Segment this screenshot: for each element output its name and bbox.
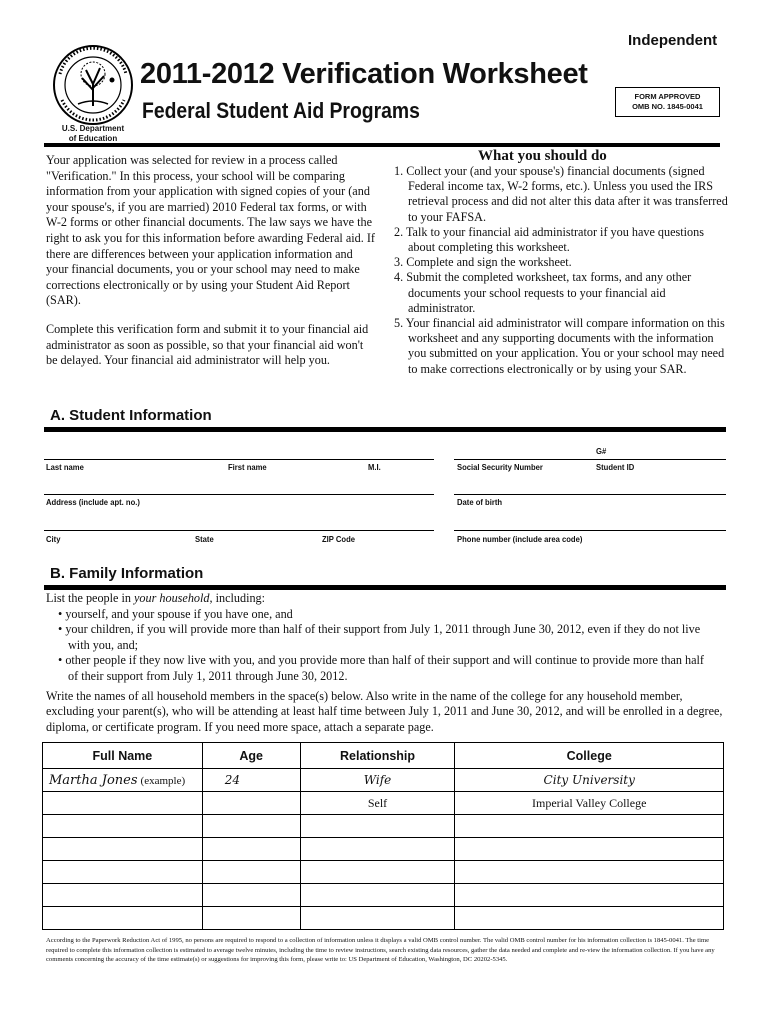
section-b-divider — [44, 585, 726, 590]
column-header-relationship: Relationship — [300, 743, 455, 769]
table-row — [43, 884, 724, 907]
department-caption: U.S. Department of Education — [61, 124, 125, 143]
household-bullet-continued: with you, and; — [68, 637, 139, 652]
name-cell[interactable] — [43, 815, 203, 838]
last-name-label: Last name — [46, 462, 84, 472]
family-instructions — [46, 591, 726, 735]
intro-text — [46, 153, 376, 369]
college-cell[interactable] — [455, 907, 724, 930]
college-cell[interactable] — [455, 861, 724, 884]
relationship-cell[interactable] — [300, 861, 455, 884]
college-cell[interactable] — [455, 838, 724, 861]
table-row — [43, 907, 724, 930]
relationship-cell[interactable] — [300, 815, 455, 838]
page-title: 2011-2012 Verification Worksheet — [140, 58, 588, 90]
age-cell[interactable] — [202, 861, 300, 884]
relationship-cell[interactable] — [300, 907, 455, 930]
step-item: 3. Complete and sign the worksheet. — [394, 255, 572, 270]
student-id-label: Student ID — [596, 462, 635, 472]
state-label: State — [195, 534, 214, 544]
write-names-instructions: Write the names of all household members in the space(s) below. Also write in the name of the college for any household member, excluding your parent(s), who will be attending at least half time between July 1, 2011 and June 30, 2012, and will be enrolled in a degree, diploma, or certificate program. If you need more space, attach a separate page. — [46, 688, 723, 734]
table-row-example — [43, 769, 724, 792]
phone-label: Phone number (include area code) — [457, 534, 583, 544]
college-cell[interactable] — [455, 884, 724, 907]
name-cell[interactable] — [43, 907, 203, 930]
column-header-full-name: Full Name — [43, 743, 203, 769]
example-relationship-cell: Wife — [300, 769, 455, 792]
table-row — [43, 838, 724, 861]
step-item: 5. Your financial aid administrator will compare information on this worksheet and any supporting documents with the information you submitted on your application. You or your school may need to make corrections electronically or by using your SAR. — [394, 316, 725, 376]
age-cell[interactable] — [202, 815, 300, 838]
city-field-line[interactable] — [44, 530, 434, 531]
table-header-row — [43, 743, 724, 769]
name-cell[interactable] — [43, 861, 203, 884]
household-intro: List the people in your household, including: — [46, 591, 266, 605]
column-header-college: College — [455, 743, 724, 769]
age-cell[interactable] — [202, 838, 300, 861]
first-name-label: First name — [228, 462, 267, 472]
age-cell[interactable] — [202, 884, 300, 907]
table-row — [43, 861, 724, 884]
household-bullet-continued: of their support from July 1, 2011 through June 30, 2012. — [68, 668, 348, 683]
phone-field-line[interactable] — [454, 530, 726, 531]
department-of-education-seal-icon — [52, 44, 134, 126]
form-approved-box: FORM APPROVED OMB NO. 1845-0041 — [615, 87, 720, 117]
name-cell[interactable] — [43, 884, 203, 907]
status-label-independent: Independent — [628, 32, 718, 49]
age-cell[interactable] — [202, 907, 300, 930]
table-row-self — [43, 792, 724, 815]
name-cell[interactable] — [43, 838, 203, 861]
section-a-heading: A. Student Information — [50, 407, 212, 424]
section-b-heading: B. Family Information — [50, 565, 204, 582]
household-bullet: • your children, if you will provide more than half of their support from July 1, 2011 through June 30, 2012, even if they do not live — [58, 622, 701, 637]
ssn-field-line[interactable] — [454, 459, 726, 460]
step-item: 4. Submit the completed worksheet, tax forms, and any other documents your school requests to your financial aid administrator. — [394, 270, 692, 315]
step-item: 1. Collect your (and your spouse's) financial documents (signed Federal income tax, W-2 forms, etc.). Unless you used the IRS retrieval process and did not alter this data after it was transferred to your FAFSA. — [394, 164, 728, 224]
ssn-label: Social Security Number — [457, 462, 543, 472]
address-label: Address (include apt. no.) — [46, 497, 140, 507]
intro-paragraph-1: Your application was selected for review in a process called "Verification." In this process, your school will be comparing information from your application with signed copies of your (and your spouse's, if you are married) 2010 Federal tax forms, or with W-2 forms or other financial documents. The law says we have the right to ask you for this information before awarding Federal aid. If there are differences between your application information and your financial documents, you or your school may need to make corrections electronically or by using your Student Aid Report (SAR). — [46, 153, 375, 308]
example-name-cell: Martha Jones (example) — [43, 769, 203, 792]
middle-initial-label: M.I. — [368, 462, 381, 472]
name-cell[interactable] — [43, 792, 203, 815]
column-header-age: Age — [202, 743, 300, 769]
example-college-cell: City University — [455, 769, 724, 792]
what-you-should-do-heading: What you should do — [478, 148, 607, 164]
section-a-divider — [44, 427, 726, 432]
household-bullet: • yourself, and your spouse if you have one, and — [58, 606, 293, 621]
relationship-cell[interactable] — [300, 884, 455, 907]
step-item: 2. Talk to your financial aid administrator if you have questions about completing this worksheet. — [394, 224, 704, 255]
city-label: City — [46, 534, 61, 544]
zip-label: ZIP Code — [322, 534, 356, 544]
steps-list — [394, 164, 729, 377]
relationship-cell[interactable] — [300, 838, 455, 861]
page-subtitle: Federal Student Aid Programs — [142, 98, 420, 123]
household-bullet: • other people if they now live with you, and you provide more than half of their support and will continue to provide more than half — [58, 653, 704, 668]
household-table — [42, 742, 724, 930]
table-row — [43, 815, 724, 838]
age-cell[interactable] — [202, 792, 300, 815]
intro-paragraph-2: Complete this verification form and submit it to your financial aid administrator as soon as possible, so that your financial aid won't be delayed. Your financial aid administrator will help you. — [46, 321, 369, 368]
name-field-line[interactable] — [44, 459, 434, 460]
dob-label: Date of birth — [457, 497, 503, 507]
address-field-line[interactable] — [44, 494, 434, 495]
dob-field-line[interactable] — [454, 494, 726, 495]
relationship-cell: Self — [300, 792, 455, 815]
g-number-label: G# — [596, 446, 607, 456]
college-cell[interactable] — [455, 815, 724, 838]
example-age-cell: 24 — [202, 769, 300, 792]
paperwork-reduction-notice: According to the Paperwork Reduction Act of 1995, no persons are required to respond to a collection of information unless it displays a valid OMB control number. The valid OMB control number for his information collection is 1845-0041. The time required to complete this information collection is estimated to average twelve minutes, including the time to review instructions, search existing data resources, gather the data needed and complete and re-view the information collection. If you have any comments concerning the accuracy of the time estimate(s) or suggestions for improving this form, please write to: US Department of Education, Washington, DC 20202-5345. — [46, 937, 715, 964]
header-divider — [44, 143, 720, 147]
college-cell[interactable]: Imperial Valley College — [455, 792, 724, 815]
